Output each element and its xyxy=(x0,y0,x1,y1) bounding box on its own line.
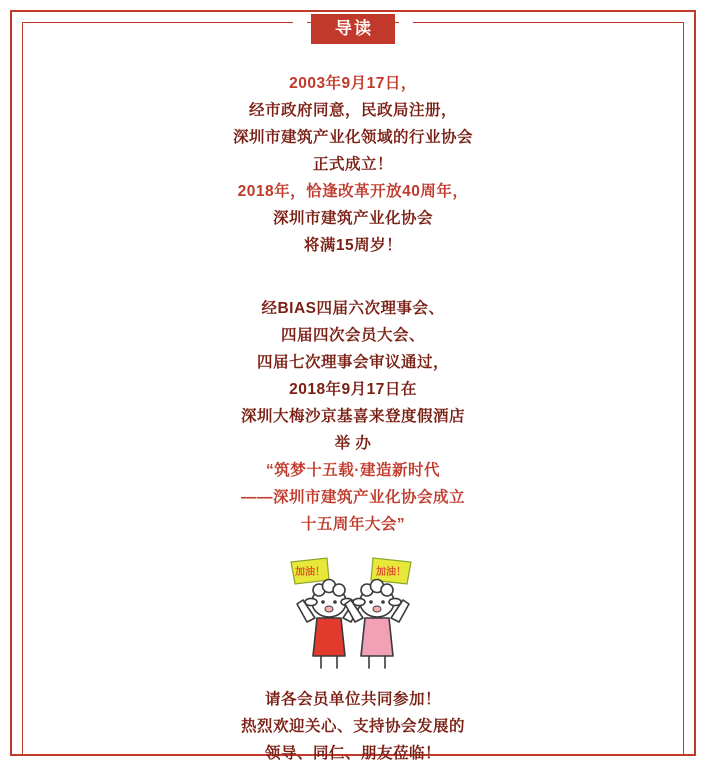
footer-line: 热烈欢迎关心、支持协会发展的 xyxy=(240,718,465,735)
cheering-sheep-icon xyxy=(273,556,433,676)
intro-line: 正式成立！ xyxy=(312,156,393,173)
intro-line: 经市政府同意，民政局注册， xyxy=(248,102,457,119)
main-line: 2018年9月17日在 xyxy=(289,381,417,398)
main-line: 举 办 xyxy=(334,435,372,452)
main-line: 十五周年大会” xyxy=(300,516,406,533)
intro-block xyxy=(40,70,666,259)
intro-line: 将满15周岁！ xyxy=(303,237,403,254)
footer-line: 请各会员单位共同参加！ xyxy=(264,691,441,708)
badge-gap-right xyxy=(399,16,413,42)
mascot-illustration xyxy=(40,556,666,676)
intro-line: 深圳市建筑产业化领域的行业协会 xyxy=(232,129,473,146)
intro-line: 深圳市建筑产业化协会 xyxy=(272,210,433,227)
footer-block xyxy=(40,686,666,767)
mascot-bubble-left-text: 加油！ xyxy=(295,567,325,578)
main-line: 四届七次理事会审议通过， xyxy=(256,354,449,371)
mascot-bubble-right-text: 加油！ xyxy=(376,567,406,578)
main-line: ——深圳市建筑产业化协会成立 xyxy=(240,489,465,506)
intro-line: 2003年9月17日， xyxy=(289,75,417,92)
badge-gap-left xyxy=(293,16,307,42)
poster-content xyxy=(40,70,666,777)
footer-line: 领导、同仁、朋友莅临！ xyxy=(264,745,441,762)
main-line: 深圳大梅沙京基喜来登度假酒店 xyxy=(240,408,465,425)
page-title-badge: 导读 xyxy=(311,14,395,44)
main-block xyxy=(40,295,666,538)
intro-line: 2018年，恰逢改革开放40周年， xyxy=(237,183,469,200)
main-line: “筑梦十五载·建造新时代 xyxy=(266,462,440,479)
main-line: 四届四次会员大会、 xyxy=(280,327,425,344)
main-line: 经BIAS四届六次理事会、 xyxy=(261,300,445,317)
block-spacer xyxy=(40,269,666,295)
